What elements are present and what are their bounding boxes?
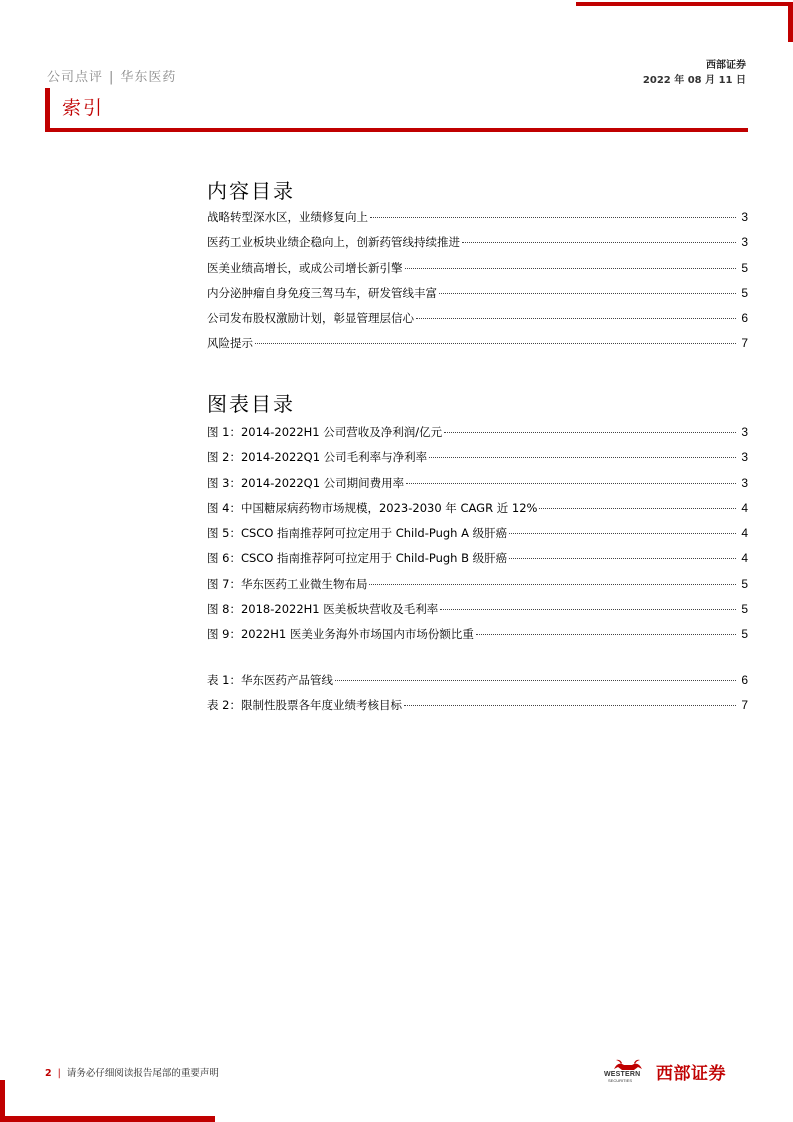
tables-list bbox=[207, 672, 748, 723]
dot-leader bbox=[439, 292, 736, 294]
figure-entry[interactable] bbox=[207, 576, 748, 601]
logo-english-sub: SECURITIES bbox=[608, 1078, 633, 1083]
toc-entry-label: 图 9：2022H1 医美业务海外市场国内市场份额比重 bbox=[207, 627, 474, 642]
index-divider bbox=[45, 128, 748, 132]
table-entry[interactable] bbox=[207, 672, 748, 697]
dot-leader bbox=[440, 608, 736, 610]
figure-entry[interactable] bbox=[207, 424, 748, 449]
toc-page-number: 5 bbox=[741, 602, 748, 617]
report-date: 2022 年 08 月 11 日 bbox=[642, 75, 746, 86]
footer-disclaimer bbox=[45, 1065, 219, 1079]
contents-entry[interactable] bbox=[207, 285, 748, 310]
dot-leader bbox=[476, 633, 736, 635]
figure-entry[interactable] bbox=[207, 475, 748, 500]
toc-page-number: 3 bbox=[741, 235, 748, 250]
bottom-accent-bar bbox=[0, 1116, 215, 1122]
figures-list bbox=[207, 424, 748, 652]
contents-title: 内容目录 bbox=[207, 179, 295, 203]
toc-entry-label: 内分泌肿瘤自身免疫三驾马车，研发管线丰富 bbox=[207, 285, 437, 300]
logo-english: WESTERN bbox=[604, 1071, 641, 1078]
toc-entry-label: 表 1：华东医药产品管线 bbox=[207, 673, 333, 687]
toc-page-number: 4 bbox=[741, 551, 748, 566]
toc-page-number: 7 bbox=[741, 698, 748, 713]
dot-leader bbox=[509, 557, 736, 559]
contents-entry[interactable] bbox=[207, 234, 748, 259]
figure-entry[interactable] bbox=[207, 525, 748, 550]
toc-entry-label: 表 2：限制性股票各年度业绩考核目标 bbox=[207, 698, 402, 713]
toc-entry-label: 图 7：华东医药工业微生物布局 bbox=[207, 576, 368, 591]
toc-entry-label: 战略转型深水区，业绩修复向上 bbox=[207, 210, 368, 224]
company-name: 华东医药 bbox=[120, 70, 177, 85]
index-title-bar bbox=[45, 88, 50, 132]
dot-leader bbox=[539, 507, 736, 509]
figure-entry[interactable] bbox=[207, 500, 748, 525]
dot-leader bbox=[255, 342, 736, 344]
toc-entry-label: 图 3：2014-2022Q1 公司期间费用率 bbox=[207, 475, 405, 490]
contents-entry[interactable] bbox=[207, 260, 748, 285]
toc-entry-label: 图 2：2014-2022Q1 公司毛利率与净利率 bbox=[207, 450, 428, 465]
footer-separator: | bbox=[57, 1068, 61, 1079]
dot-leader bbox=[369, 583, 736, 585]
toc-page-number: 5 bbox=[741, 260, 748, 275]
dot-leader bbox=[406, 482, 736, 484]
top-accent-bar-vertical bbox=[788, 2, 793, 42]
bull-logo-icon bbox=[604, 1059, 652, 1083]
toc-page-number: 4 bbox=[741, 526, 748, 541]
report-header-category bbox=[47, 66, 176, 85]
toc-page-number: 6 bbox=[741, 311, 748, 326]
company-logo bbox=[604, 1058, 726, 1084]
toc-page-number: 5 bbox=[741, 576, 748, 591]
toc-entry-label: 图 1：2014-2022H1 公司营收及净利润/亿元 bbox=[207, 425, 443, 439]
dot-leader bbox=[335, 679, 736, 681]
dot-leader bbox=[429, 456, 736, 458]
disclaimer-text: 请务必仔细阅读报告尾部的重要声明 bbox=[66, 1068, 219, 1079]
dot-leader bbox=[370, 216, 736, 218]
dot-leader bbox=[405, 267, 737, 269]
toc-entry-label: 医美业绩高增长，或成公司增长新引擎 bbox=[207, 260, 403, 275]
figures-title: 图表目录 bbox=[207, 392, 295, 416]
contents-entry[interactable] bbox=[207, 310, 748, 335]
dot-leader bbox=[509, 532, 736, 534]
figure-entry[interactable] bbox=[207, 601, 748, 626]
toc-entry-label: 风险提示 bbox=[207, 336, 253, 351]
toc-page-number: 6 bbox=[741, 673, 748, 687]
toc-page-number: 5 bbox=[741, 627, 748, 642]
logo-chinese: 西部证券 bbox=[656, 1063, 726, 1084]
dot-leader bbox=[444, 431, 736, 433]
figure-entry[interactable] bbox=[207, 626, 748, 651]
toc-entry-label: 公司发布股权激励计划，彰显管理层信心 bbox=[207, 311, 414, 326]
toc-entry-label: 图 5：CSCO 指南推荐阿可拉定用于 Child-Pugh A 级肝癌 bbox=[207, 526, 508, 541]
figure-entry[interactable] bbox=[207, 449, 748, 474]
toc-entry-label: 图 6：CSCO 指南推荐阿可拉定用于 Child-Pugh B 级肝癌 bbox=[207, 551, 508, 566]
toc-page-number: 7 bbox=[741, 336, 748, 351]
dot-leader bbox=[404, 704, 736, 706]
header-separator: | bbox=[109, 70, 115, 85]
page-number: 2 bbox=[45, 1068, 52, 1079]
table-entry[interactable] bbox=[207, 697, 748, 722]
figure-entry[interactable] bbox=[207, 550, 748, 575]
toc-page-number: 3 bbox=[741, 450, 748, 465]
toc-page-number: 3 bbox=[741, 210, 748, 224]
report-type: 公司点评 bbox=[47, 70, 104, 85]
dot-leader bbox=[416, 317, 736, 319]
toc-page-number: 3 bbox=[741, 425, 748, 439]
toc-page-number: 4 bbox=[741, 500, 748, 515]
toc-page-number: 3 bbox=[741, 475, 748, 490]
toc-entry-label: 图 8：2018-2022H1 医美板块营收及毛利率 bbox=[207, 602, 439, 617]
toc-page-number: 5 bbox=[741, 285, 748, 300]
toc-entry-label: 医药工业板块业绩企稳向上，创新药管线持续推进 bbox=[207, 235, 460, 250]
contents-list bbox=[207, 209, 748, 361]
contents-entry[interactable] bbox=[207, 209, 748, 234]
index-title: 索引 bbox=[62, 97, 105, 119]
brand-name: 西部证券 bbox=[706, 60, 746, 71]
top-accent-bar bbox=[576, 2, 793, 6]
toc-entry-label: 图 4：中国糖尿病药物市场规模，2023-2030 年 CAGR 近 12% bbox=[207, 500, 538, 515]
contents-entry[interactable] bbox=[207, 335, 748, 360]
dot-leader bbox=[462, 241, 736, 243]
